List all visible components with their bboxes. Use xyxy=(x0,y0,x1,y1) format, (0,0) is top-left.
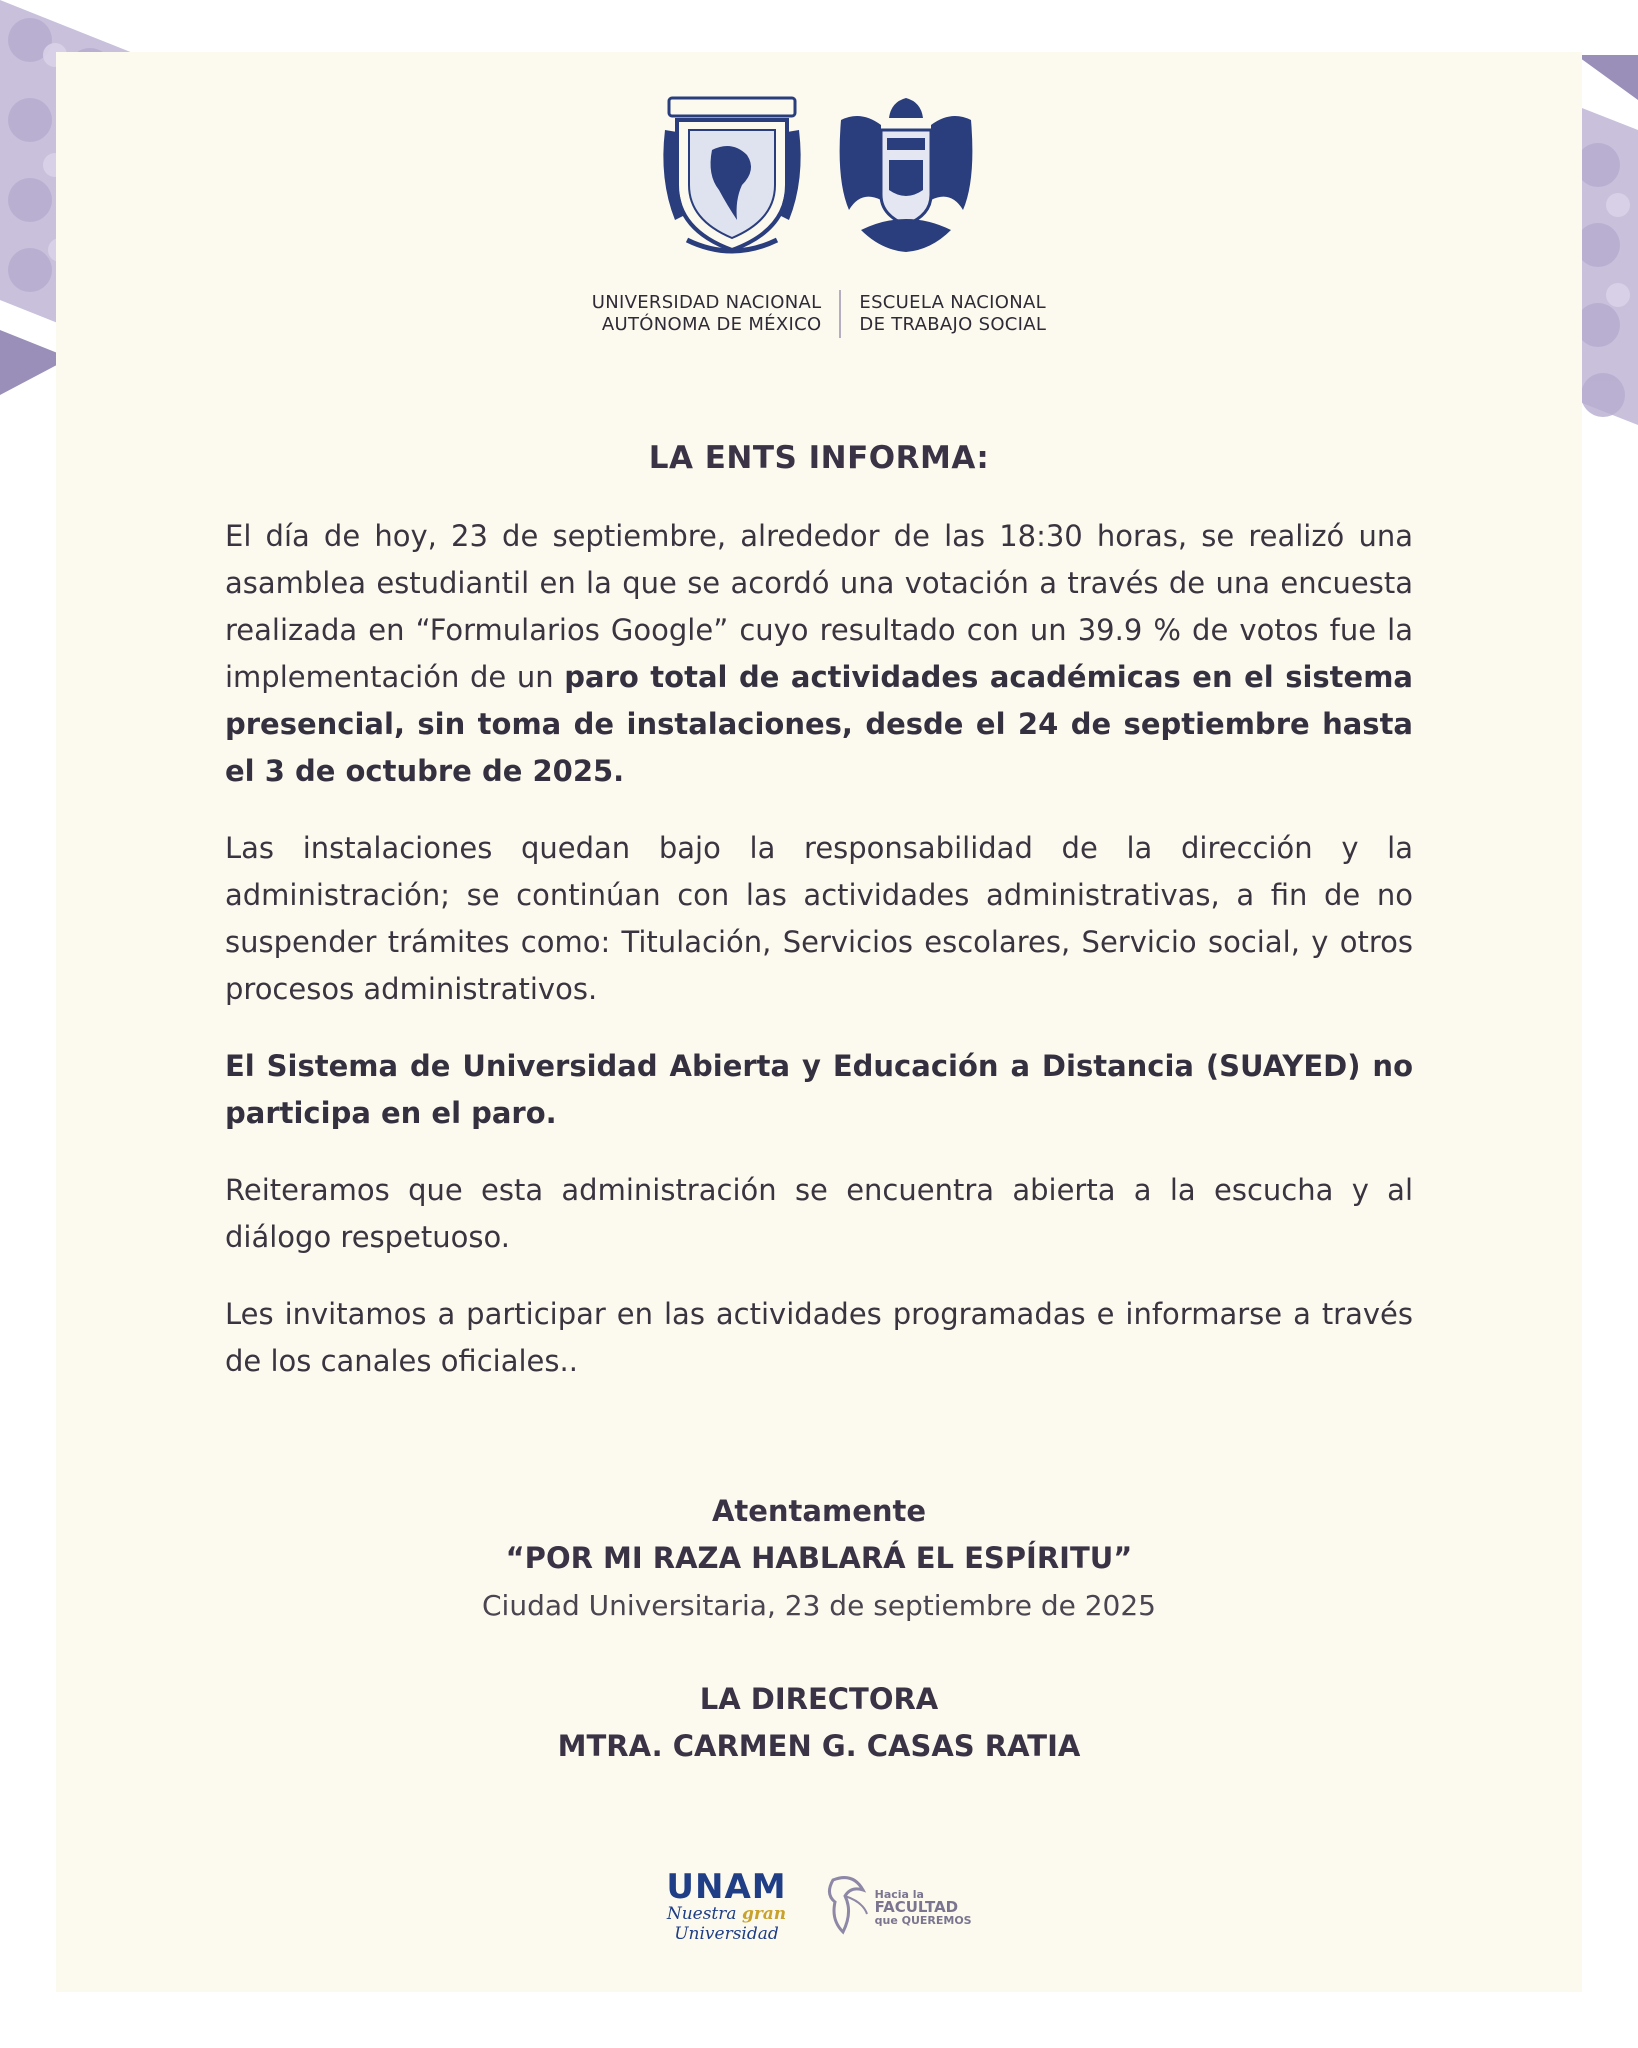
paragraph-3 xyxy=(225,1043,1413,1137)
signer-role: LA DIRECTORA xyxy=(699,1682,939,1716)
document-heading: LA ENTS INFORMA: xyxy=(648,440,990,476)
ents-name xyxy=(841,292,1046,336)
paragraph-1-text: El día de hoy, 23 de septiembre, alrededor de las 18:30 horas, se realizó una asamblea estudiantil en la que se acordó una votación a través de una encuesta realizada en “Formularios Google” cuyo resultado con un 39.9 % de votos fue la implementación de un xyxy=(225,519,1413,694)
tagline-c: Universidad xyxy=(674,1924,779,1944)
ents-eagle-logo xyxy=(831,90,981,260)
place-date: Ciudad Universitaria, 23 de septiembre de 2025 xyxy=(482,1589,1156,1622)
unam-name-line1: UNIVERSIDAD NACIONAL xyxy=(591,292,822,313)
signer-name: MTRA. CARMEN G. CASAS RATIA xyxy=(557,1729,1081,1763)
facultad-logo xyxy=(823,1872,972,1942)
ents-name-line1: ESCUELA NACIONAL xyxy=(859,292,1046,313)
footer-logos xyxy=(0,1867,1638,1944)
unam-wordmark: UNAM xyxy=(666,1867,787,1907)
header-logos xyxy=(0,90,1638,260)
paragraph-1-bold: paro total de actividades académicas en el sistema presencial, sin toma de instalaciones, desde el 24 de septiembre hasta el 3 de octubre de 2025. xyxy=(225,660,1413,788)
fac-line2: FACULTAD xyxy=(874,1897,959,1916)
fac-line3: que QUEREMOS xyxy=(874,1913,972,1927)
paragraph-3-bold: El Sistema de Universidad Abierta y Educación a Distancia (SUAYED) no participa en el paro. xyxy=(225,1049,1413,1130)
paragraph-5: Les invitamos a participar en las actividades programadas e informarse a través de los canales oficiales.. xyxy=(225,1297,1413,1378)
fac-line1: Hacia la xyxy=(874,1887,924,1901)
document-body xyxy=(225,513,1413,1415)
ents-name-line2: DE TRABAJO SOCIAL xyxy=(859,314,1047,335)
hummingbird-icon xyxy=(823,1872,869,1942)
closing-block xyxy=(0,1488,1638,1770)
tagline-b: gran xyxy=(741,1904,787,1924)
unam-wordmark-logo xyxy=(666,1867,787,1944)
motto: “POR MI RAZA HABLARÁ EL ESPÍRITU” xyxy=(505,1541,1133,1575)
unam-name-line2: AUTÓNOMA DE MÉXICO xyxy=(601,314,822,335)
tagline-a: Nuestra xyxy=(666,1904,737,1924)
unam-shield-logo xyxy=(657,90,807,260)
facultad-text xyxy=(875,1888,972,1927)
unam-name xyxy=(592,292,840,336)
paragraph-2: Las instalaciones quedan bajo la responsabilidad de la dirección y la administración; se continúan con las actividades administrativas, a fin de no suspender trámites como: Titulación, Servicios escolares, Servicio social, y otros procesos administrativos. xyxy=(225,831,1413,1006)
paragraph-4: Reiteramos que esta administración se encuentra abierta a la escucha y al diálogo respetuoso. xyxy=(225,1173,1413,1254)
salutation: Atentamente xyxy=(711,1494,927,1528)
institution-names xyxy=(0,290,1638,338)
paragraph-1 xyxy=(225,513,1413,795)
unam-tagline xyxy=(666,1904,786,1944)
